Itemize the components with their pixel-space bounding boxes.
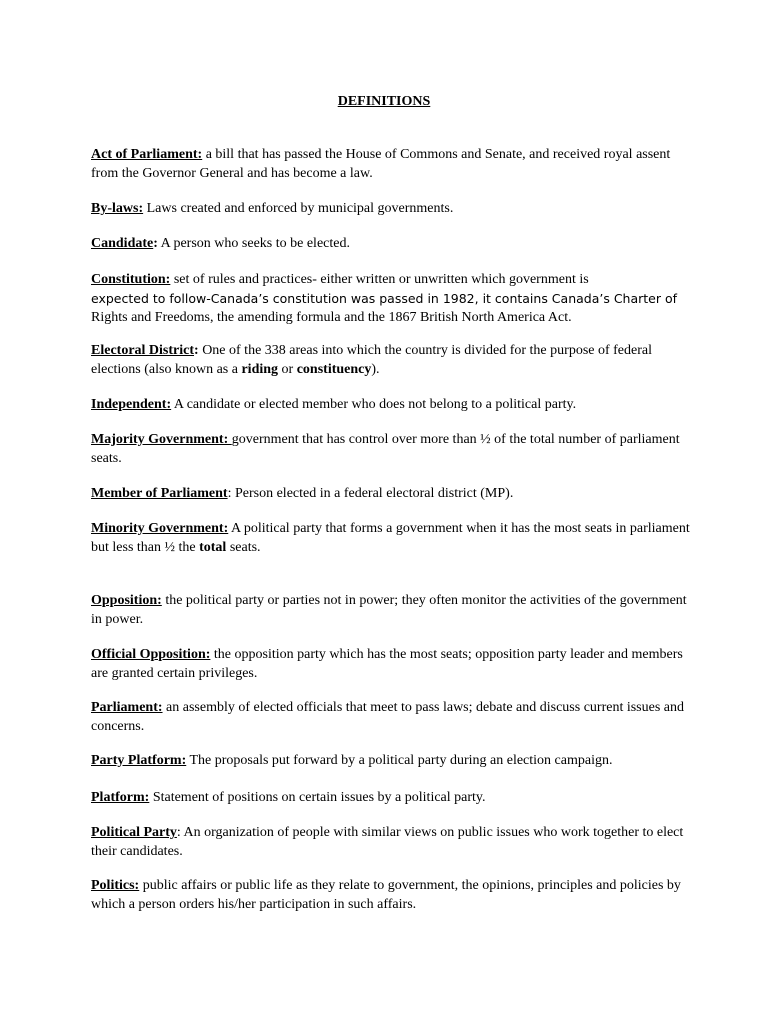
definition-text: Laws created and enforced by municipal governments. <box>143 201 454 216</box>
term: Political Party <box>91 825 177 840</box>
definition-text: set of rules and practices- either written or unwritten which government is <box>170 272 589 287</box>
definition-minority-government <box>91 520 691 557</box>
definition-text: the political party or parties not in power; they often monitor the activities of the government in power. <box>91 593 687 627</box>
definition-party-platform <box>91 752 691 771</box>
definition-text: : An organization of people with similar views on public issues who work together to elect their candidates. <box>91 825 684 859</box>
emphasis-riding: riding <box>241 361 279 377</box>
term: Parliament: <box>91 700 163 715</box>
definition-constitution <box>91 271 691 328</box>
term: Minority Government: <box>91 521 229 536</box>
term: Constitution: <box>91 272 171 287</box>
emphasis-total: total <box>199 539 227 555</box>
definition-majority-government <box>91 431 691 468</box>
definition-candidate <box>91 235 691 254</box>
term: Independent: <box>91 397 172 412</box>
definition-text-end: Rights and Freedoms, the amending formula and the 1867 British North America Act. <box>91 310 572 325</box>
term: Politics: <box>91 878 140 893</box>
definition-opposition <box>91 592 691 629</box>
definition-text: The proposals put forward by a political party during an election campaign. <box>186 753 613 768</box>
definition-text-end: ). <box>371 361 380 377</box>
definition-text-or: or <box>278 361 297 377</box>
definition-text: government that has control over more than ½ of the total number of parliament seats. <box>91 432 680 466</box>
term: Party Platform: <box>91 753 187 768</box>
term: Electoral District <box>91 343 195 358</box>
term: Opposition: <box>91 593 162 608</box>
definition-political-party <box>91 824 691 861</box>
definition-official-opposition <box>91 646 691 683</box>
definition-text: : Person elected in a federal electoral district (MP). <box>227 486 514 501</box>
definition-text: a bill that has passed the House of Commons and Senate, and received royal assent from the Governor General and has become a law. <box>91 147 671 181</box>
definition-text: A political party that forms a government when it has the most seats in parliament but less than ½ the <box>91 521 690 555</box>
definition-act-of-parliament <box>91 146 691 183</box>
term: Member of Parliament <box>91 486 228 501</box>
definition-text: Statement of positions on certain issues by a political party. <box>149 790 486 805</box>
definition-text: the opposition party which has the most seats; opposition party leader and members are granted certain privileges. <box>91 647 683 681</box>
term: Platform: <box>91 790 150 805</box>
definition-text-continued: expected to follow-Canada’s constitution was passed in 1982, it contains Canada’s Charter of <box>91 290 678 306</box>
term: Official Opposition: <box>91 647 211 662</box>
definition-independent <box>91 396 691 415</box>
definition-parliament <box>91 699 691 736</box>
page-title: DEFINITIONS <box>337 94 431 109</box>
term: Candidate <box>91 236 154 251</box>
emphasis-constituency: constituency <box>296 361 372 377</box>
definition-text: public affairs or public life as they relate to government, the opinions, principles and policies by which a person orders his/her participation in such affairs. <box>91 878 681 912</box>
definition-electoral-district <box>91 342 691 379</box>
definition-text: an assembly of elected officials that meet to pass laws; debate and discuss current issues and concerns. <box>91 700 685 734</box>
term: Act of Parliament: <box>91 147 203 162</box>
definition-text-end: seats. <box>226 539 261 555</box>
definition-text: A person who seeks to be elected. <box>157 236 350 251</box>
definition-politics <box>91 877 691 914</box>
definition-text: A candidate or elected member who does not belong to a political party. <box>171 397 577 412</box>
term-colon: : <box>194 343 199 358</box>
term: Majority Government: <box>91 432 232 447</box>
definition-platform <box>91 789 691 808</box>
definition-member-of-parliament <box>91 485 691 504</box>
definition-by-laws <box>91 200 691 219</box>
term: By-laws: <box>91 201 144 216</box>
definition-text: One of the 338 areas into which the country is divided for the purpose of federal elections (also known as a <box>91 343 652 377</box>
term-colon: : <box>153 236 158 251</box>
